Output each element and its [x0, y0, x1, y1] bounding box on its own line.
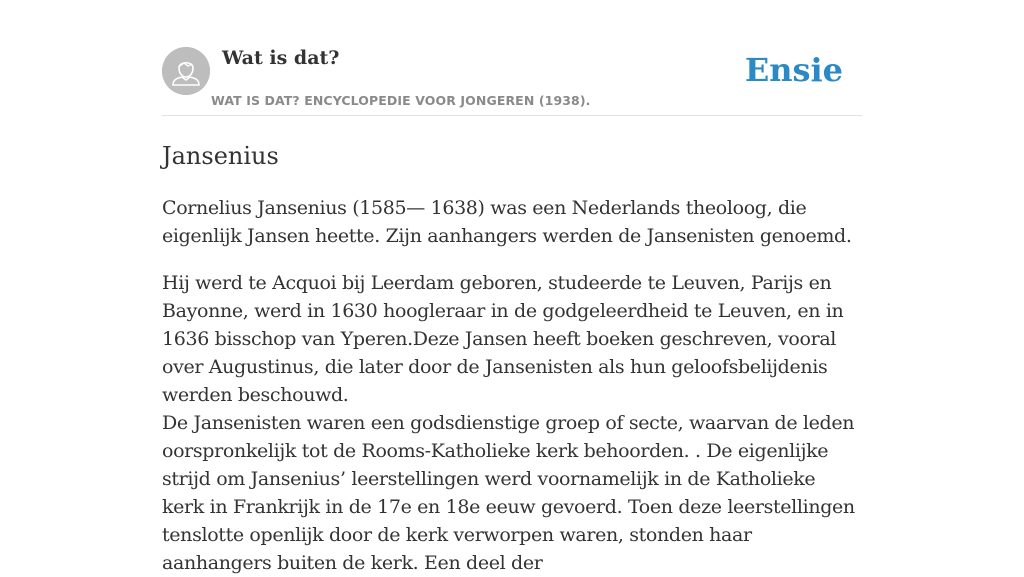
paragraph-line: De Jansenisten waren een godsdienstige groep of secte, waarvan de leden oorspronkelijk tot de Rooms-Katholieke kerk behoorden. . De eigenlijke strijd om Jansenius’ leerstellingen werd voornamelijk in de Katholieke kerk in Frankrijk in de 17e en 18e eeuw gevoerd. Toen deze leerstellingen tenslotte openlijk door de kerk verworpen waren, stonden haar aanhangers buiten de kerk. Een deel der [162, 412, 855, 574]
paragraph-line: Hij werd te Acquoi bij Leerdam geboren, studeerde te Leuven, Parijs en Bayonne, werd in 1630 hoogleraar in de godgeleerdheid te Leuven, en in 1636 bisschop van Yperen.Deze Jansen heeft boeken geschreven, vooral over Augustinus, die later door de Jansenisten als hun geloofsbelijdenis werden beschouwd. [162, 272, 844, 406]
ensie-logo[interactable]: Ensie [744, 51, 843, 89]
article-title: Jansenius [162, 142, 279, 170]
source-name[interactable]: Wat is dat? [222, 47, 340, 69]
source-subtitle: WAT IS DAT? ENCYCLOPEDIE VOOR JONGEREN (1938). [211, 93, 591, 108]
source-header [162, 0, 862, 116]
page-container [162, 0, 862, 574]
article-paragraph [162, 269, 862, 577]
article-paragraph: Cornelius Jansenius (1585— 1638) was een Nederlands theoloog, die eigenlijk Jansen heette. Zijn aanhangers werden de Jansenisten genoemd. [162, 197, 852, 247]
article-body [162, 194, 862, 577]
user-placeholder-icon[interactable] [162, 47, 210, 95]
